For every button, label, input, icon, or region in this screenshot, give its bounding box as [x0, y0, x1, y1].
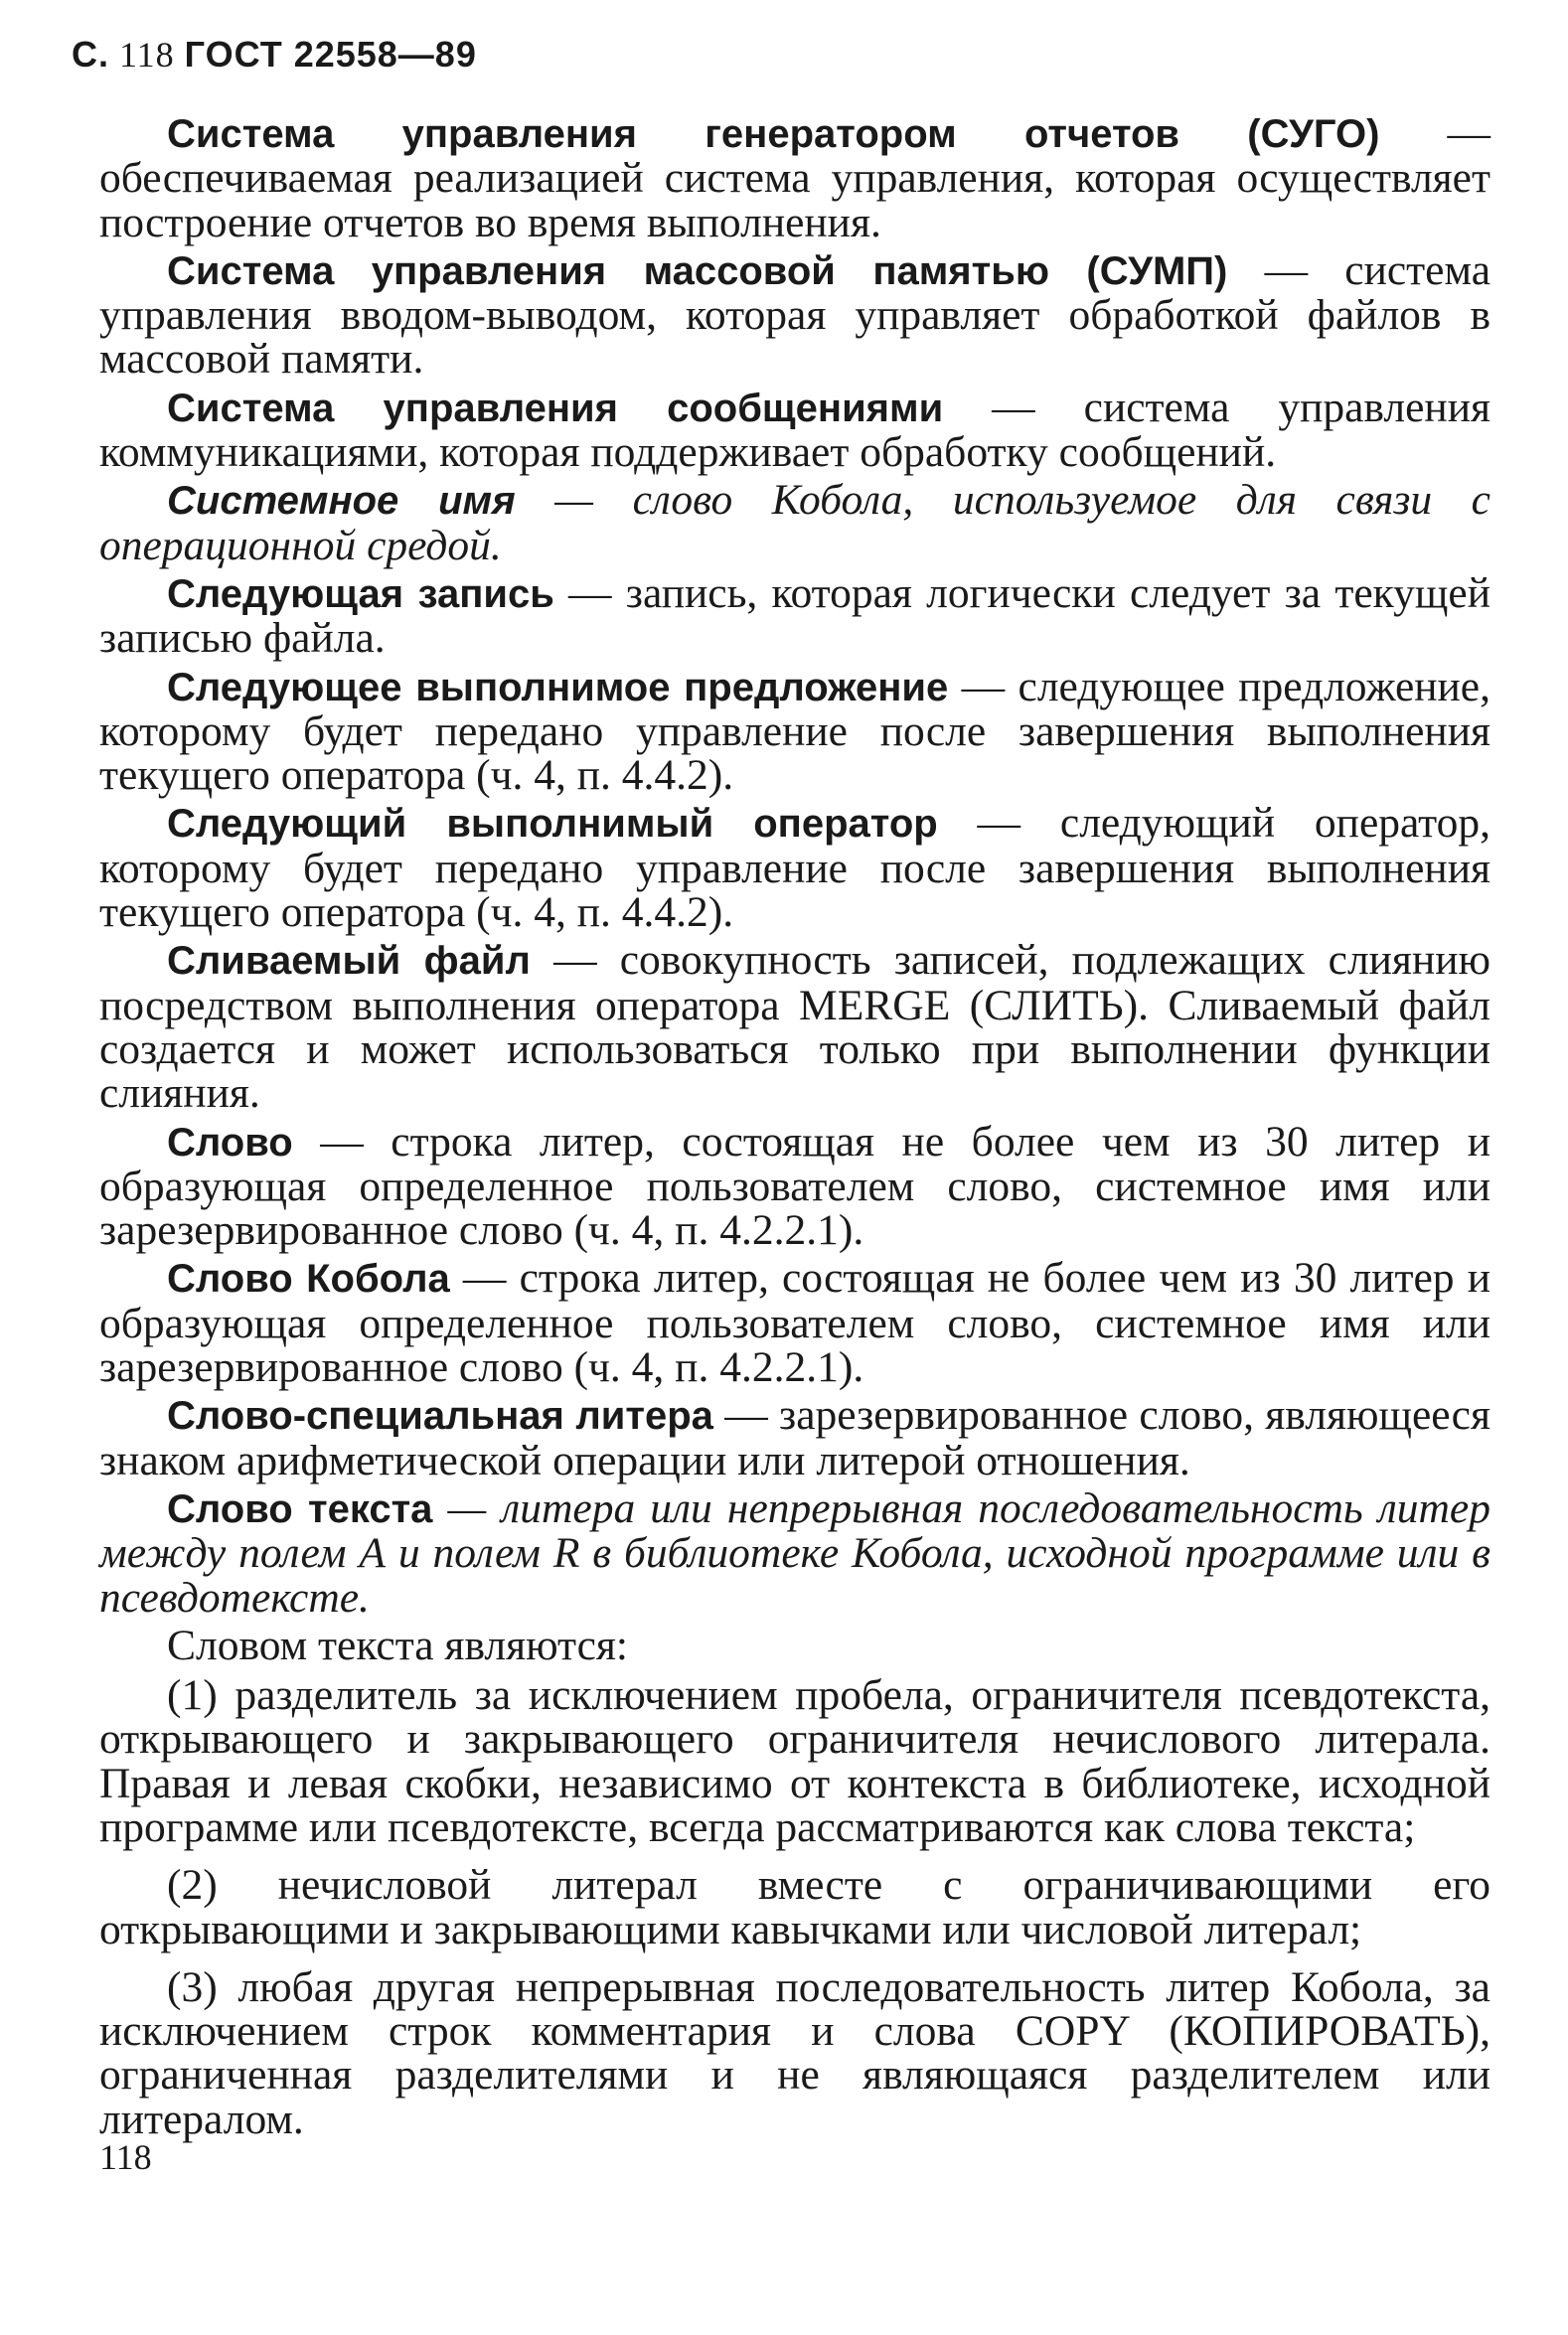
entry-cobol-word [99, 1254, 1490, 1392]
header-page: 118 [119, 35, 175, 75]
entry-definition: — литера или непрерывная последовательность литер между полем А и полем R в библиотеке Кобола, исходной программе или в псевдотексте. [99, 1483, 1490, 1622]
entry-definition: — слово Кобола, используемое для связи с операционной средой. [99, 476, 1490, 569]
entry-term: Слово Кобола [167, 1257, 450, 1302]
entry-term: Система управления массовой памятью (СУМП) [167, 248, 1228, 293]
list-intro: Словом текста являются: [167, 1621, 628, 1669]
entry-term: Следующий выполнимый оператор [167, 802, 938, 847]
entry-term: Системное имя [167, 479, 516, 524]
entry-text-word [99, 1483, 1490, 1622]
entry-term: Следующее выполнимое предложение [167, 665, 949, 709]
entry-next-record [99, 568, 1491, 663]
entry-definition: — система управления коммуникациями, которая поддерживает обработку сообщений. [99, 383, 1490, 477]
entry-definition: — следующий оператор, которому будет передано управление после завершения выполнения текущего оператора (ч. 4, п. 4.4.2). [99, 799, 1490, 937]
entry-term: Слово текста [167, 1486, 433, 1531]
list-item: (3) любая другая непрерывная последовательность литер Кобола, за исключением строк комментария и слова COPY (КОПИРОВАТЬ), ограниченная разделителями и не являющаяся разделителем или литералом. [99, 1962, 1490, 2143]
entry-definition: — совокупность записей, подлежащих слиянию посредством выполнения оператора MERGE (СЛИТЬ). Сливаемый файл создается и может использоваться только при выполнении функции слияния. [99, 936, 1490, 1118]
entry-definition: — строка литер, состоящая не более чем из 30 литер и образующая определенное пользователем слово, системное имя или зарезервированное слово (ч. 4, п. 4.2.2.1). [99, 1254, 1490, 1392]
page-header [72, 34, 477, 76]
entry-definition: — строка литер, состоящая не более чем из 30 литер и образующая определенное пользователем слово, системное имя или зарезервированное слово (ч. 4, п. 4.2.2.1). [99, 1117, 1490, 1255]
entry-system-name [99, 478, 1490, 567]
header-standard: ГОСТ 22558—89 [184, 34, 477, 75]
list-item: (1) разделитель за исключением пробела, ограничителя псевдотекста, открывающего и закрывающего ограничителя нечислового литерала. Правая и левая скобки, независимо от контекста в библиотеке, исходной программе или псевдотексте, всегда рассматриваются как слова текста; [99, 1671, 1490, 1851]
list-item: (2) нечисловой литерал вместе с ограничивающими его открывающими и закрывающими кавычками или числовой литерал; [99, 1861, 1490, 1953]
entry-definition: — следующее предложение, которому будет передано управление после завершения выполнения текущего оператора (ч. 4, п. 4.4.2). [99, 662, 1490, 800]
entry-special-char-word [99, 1393, 1490, 1482]
entry-message-control [99, 383, 1490, 477]
entry-term: Слово-специальная литера [167, 1394, 713, 1439]
page-number: 118 [99, 2137, 152, 2177]
entry-term: Слово [167, 1120, 293, 1165]
entry-term: Следующая запись [167, 571, 554, 616]
entry-definition: — запись, которая логически следует за текущей записью файла. [99, 568, 1491, 663]
entry-word [99, 1117, 1490, 1255]
entry-definition: — система управления вводом-выводом, которая управляет обработкой файлов в массовой памяти. [99, 245, 1491, 384]
entry-sugo [99, 111, 1490, 244]
glossary-body [99, 111, 1490, 2155]
entry-next-sentence [99, 662, 1490, 800]
header-prefix: С. [72, 34, 109, 75]
entry-term: Система управления сообщениями [167, 386, 944, 430]
entry-merge-file [99, 936, 1490, 1118]
entry-term: Сливаемый файл [167, 939, 531, 984]
entry-next-statement [99, 799, 1490, 937]
entry-sump [99, 245, 1491, 384]
entry-definition: — зарезервированное слово, являющееся знаком арифметической операции или литерой отношения. [99, 1391, 1490, 1484]
entry-term: Система управления генератором отчетов (СУГО) [167, 112, 1380, 156]
entry-definition: — обеспечиваемая реализацией система управления, которая осуществляет построение отчетов во время выполнения. [99, 109, 1490, 246]
